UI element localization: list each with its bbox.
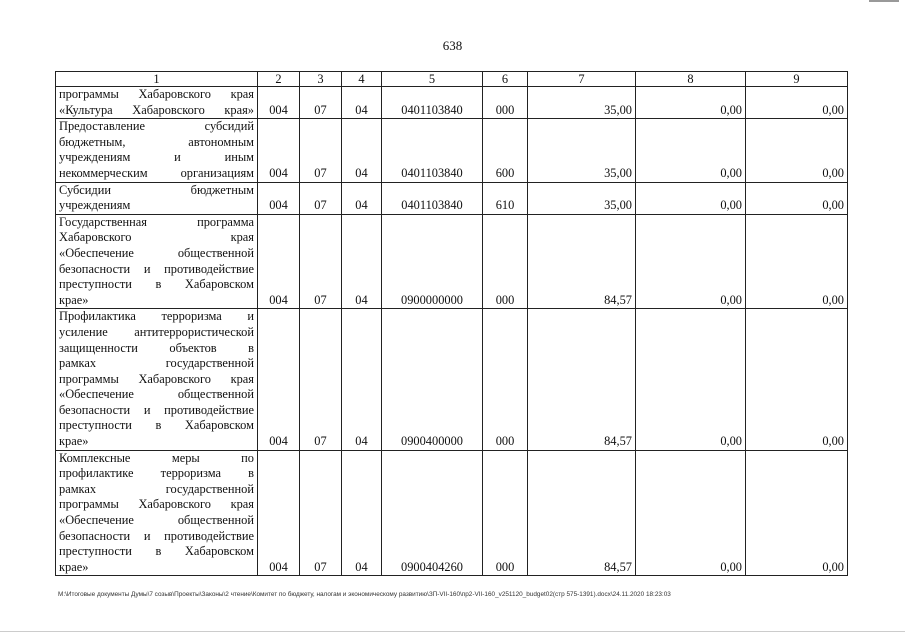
scan-edge-mark [869, 0, 899, 2]
item-name-line: Предоставление субсидий [59, 119, 254, 134]
document-file-path: M:\Итоговые документы Думы\7 созыв\Проекты\Законы\2 чтение\Комитет по бюджету, налогам и экономическому развитию\ЗП-VII-160\пр2-VII-160_v251120_budget02(стр 575-1391).docx\24.11.2020 18:23:03 [58, 591, 671, 598]
item-name-line: «Обеспечение общественной [59, 245, 254, 260]
amount-col9-cell: 0,00 [746, 309, 848, 450]
amount-col7-cell: 84,57 [528, 214, 636, 309]
table-row [56, 182, 848, 214]
item-name-line: безопасности и противодействие [59, 261, 254, 276]
table-row [56, 214, 848, 309]
expense-type-cell: 000 [483, 450, 528, 576]
amount-col8-cell: 0,00 [636, 182, 746, 214]
amount-col8-cell: 0,00 [636, 309, 746, 450]
amount-col7-cell: 35,00 [528, 182, 636, 214]
item-name-line: учреждениям и иным [59, 150, 254, 165]
ministry-code-cell: 004 [258, 309, 300, 450]
target-article-cell: 0401103840 [382, 87, 483, 119]
target-article-cell: 0900400000 [382, 309, 483, 450]
amount-col9-cell: 0,00 [746, 87, 848, 119]
table-row [56, 87, 848, 119]
item-name-line: программы Хабаровского края [59, 87, 254, 101]
amount-col8-cell: 0,00 [636, 214, 746, 309]
amount-col7-cell: 84,57 [528, 450, 636, 576]
column-header: 5 [382, 72, 483, 87]
item-name-line: крае» [59, 292, 89, 307]
item-name-line: Субсидии бюджетным [59, 182, 254, 197]
column-header: 1 [56, 72, 258, 87]
target-article-cell: 0401103840 [382, 119, 483, 182]
item-name-cell [56, 119, 258, 182]
amount-col7-cell: 84,57 [528, 309, 636, 450]
item-name-line: преступности в Хабаровском [59, 277, 254, 292]
item-name-line: преступности в Хабаровском [59, 544, 254, 559]
expense-type-cell: 000 [483, 309, 528, 450]
item-name-line: программы Хабаровского края [59, 497, 254, 512]
table-row [56, 450, 848, 576]
subsection-code-cell: 04 [342, 119, 382, 182]
item-name-cell [56, 87, 258, 119]
item-name-line: рамках государственной [59, 356, 254, 371]
scan-bottom-edge [0, 631, 905, 632]
expense-type-cell: 000 [483, 87, 528, 119]
ministry-code-cell: 004 [258, 119, 300, 182]
amount-col7-cell: 35,00 [528, 87, 636, 119]
ministry-code-cell: 004 [258, 214, 300, 309]
item-name-line: некоммерческим организациям [59, 165, 254, 180]
item-name-line: Профилактика терроризма и [59, 309, 254, 324]
amount-col8-cell: 0,00 [636, 450, 746, 576]
item-name-line: Комплексные меры по [59, 450, 254, 465]
item-name-line: программы Хабаровского края [59, 371, 254, 386]
table-row [56, 119, 848, 182]
subsection-code-cell: 04 [342, 450, 382, 576]
amount-col9-cell: 0,00 [746, 450, 848, 576]
column-header: 2 [258, 72, 300, 87]
subsection-code-cell: 04 [342, 87, 382, 119]
item-name-line: Хабаровского края [59, 230, 254, 245]
amount-col8-cell: 0,00 [636, 87, 746, 119]
target-article-cell: 0401103840 [382, 182, 483, 214]
subsection-code-cell: 04 [342, 214, 382, 309]
target-article-cell: 0900404260 [382, 450, 483, 576]
section-code-cell: 07 [300, 119, 342, 182]
column-header: 9 [746, 72, 848, 87]
amount-col7-cell: 35,00 [528, 119, 636, 182]
amount-col9-cell: 0,00 [746, 182, 848, 214]
item-name-line: рамках государственной [59, 481, 254, 496]
expense-type-cell: 600 [483, 119, 528, 182]
table-row [56, 309, 848, 450]
expense-type-cell: 000 [483, 214, 528, 309]
section-code-cell: 07 [300, 87, 342, 119]
column-header: 6 [483, 72, 528, 87]
page-number: 638 [442, 38, 463, 53]
item-name-line: Государственная программа [59, 214, 254, 229]
ministry-code-cell: 004 [258, 450, 300, 576]
column-header: 7 [528, 72, 636, 87]
amount-col9-cell: 0,00 [746, 119, 848, 182]
item-name-line: преступности в Хабаровском [59, 418, 254, 433]
table-body [56, 87, 848, 576]
section-code-cell: 07 [300, 182, 342, 214]
section-code-cell: 07 [300, 450, 342, 576]
item-name-line: бюджетным, автономным [59, 134, 254, 149]
item-name-cell [56, 182, 258, 214]
ministry-code-cell: 004 [258, 87, 300, 119]
section-code-cell: 07 [300, 214, 342, 309]
item-name-line: крае» [59, 559, 89, 574]
ministry-code-cell: 004 [258, 182, 300, 214]
subsection-code-cell: 04 [342, 182, 382, 214]
item-name-line: «Обеспечение общественной [59, 387, 254, 402]
item-name-cell [56, 450, 258, 576]
item-name-line: «Обеспечение общественной [59, 513, 254, 528]
column-header: 8 [636, 72, 746, 87]
item-name-line: учреждениям [59, 198, 131, 213]
item-name-line: защищенности объектов в [59, 340, 254, 355]
item-name-cell [56, 214, 258, 309]
item-name-line: безопасности и противодействие [59, 528, 254, 543]
column-header: 3 [300, 72, 342, 87]
subsection-code-cell: 04 [342, 309, 382, 450]
item-name-line: усиление антитеррористической [59, 324, 254, 339]
item-name-line: крае» [59, 434, 89, 449]
item-name-line: безопасности и противодействие [59, 402, 254, 417]
section-code-cell: 07 [300, 309, 342, 450]
item-name-line: «Культура Хабаровского края» [59, 102, 254, 117]
target-article-cell: 0900000000 [382, 214, 483, 309]
header-row [56, 72, 848, 87]
item-name-cell [56, 309, 258, 450]
expense-type-cell: 610 [483, 182, 528, 214]
amount-col8-cell: 0,00 [636, 119, 746, 182]
amount-col9-cell: 0,00 [746, 214, 848, 309]
column-header: 4 [342, 72, 382, 87]
item-name-line: профилактике терроризма в [59, 466, 254, 481]
budget-table [55, 71, 848, 576]
